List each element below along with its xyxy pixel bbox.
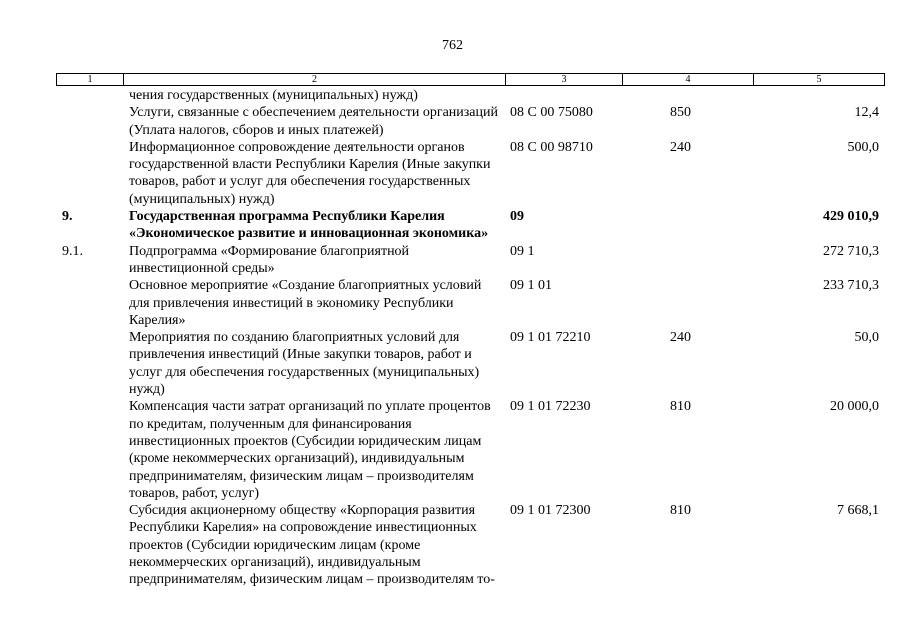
row-name: Компенсация части затрат организаций по уплате процентов по кредитам, полученным для финансирования инвестиционных проектов (Субсидии юридическим лицам (кроме некоммерческих организаций), индивидуальным предпринимателям, физическим лицам – производителям товаров, работ, услуг) <box>129 399 491 501</box>
row-expense-type: 810 <box>670 503 691 519</box>
row-number: 9.1. <box>62 243 83 259</box>
row-sum: 50,0 <box>854 330 879 346</box>
header-col-4: 4 <box>623 74 754 85</box>
table-row <box>0 502 905 588</box>
row-sum: 500,0 <box>847 139 879 155</box>
row-expense-type: 850 <box>670 105 691 121</box>
row-name: Государственная программа Республики Карелия «Экономическое развитие и инновационная экономика» <box>129 209 489 242</box>
header-col-2: 2 <box>124 74 506 85</box>
row-expense-type: 240 <box>670 330 691 346</box>
row-sum: 429 010,9 <box>823 209 879 225</box>
row-number: 9. <box>62 209 73 225</box>
table-row-program <box>0 208 905 243</box>
row-name: Субсидия акционерному обществу «Корпорация развития Республики Карелия» на сопровождение инвестиционных проектов (Субсидии юридическим лицам (кроме некоммерческих организаций), индивидуальным предпринимателям, физическим лицам – производителям то- <box>129 503 495 588</box>
table-body <box>0 87 905 589</box>
header-col-1: 1 <box>57 74 124 85</box>
row-code: 09 1 <box>510 243 535 259</box>
row-code: 09 1 01 <box>510 278 552 294</box>
header-col-3: 3 <box>506 74 623 85</box>
row-sum: 7 668,1 <box>837 503 879 519</box>
table-row <box>0 398 905 502</box>
row-name: Информационное сопровождение деятельности органов государственной власти Республики Карелия (Иные закупки товаров, работ и услуг для обеспечения государственных (муниципальных) нужд) <box>129 139 491 207</box>
row-code: 09 1 01 72230 <box>510 399 591 415</box>
table-row <box>0 277 905 329</box>
row-code: 08 С 00 75080 <box>510 105 593 121</box>
table-row <box>0 139 905 208</box>
table-row <box>0 87 905 104</box>
row-sum: 12,4 <box>854 105 879 121</box>
row-name: чения государственных (муниципальных) нужд) <box>129 88 418 103</box>
row-sum: 233 710,3 <box>823 278 879 294</box>
row-sum: 20 000,0 <box>830 399 879 415</box>
row-code: 09 <box>510 209 524 225</box>
row-sum: 272 710,3 <box>823 243 879 259</box>
table-header <box>56 73 885 86</box>
row-code: 09 1 01 72210 <box>510 330 591 346</box>
page-number: 762 <box>442 38 463 53</box>
row-expense-type: 810 <box>670 399 691 415</box>
table-row <box>0 243 905 278</box>
row-name: Услуги, связанные с обеспечением деятельности организаций (Уплата налогов, сборов и иных платежей) <box>129 105 498 138</box>
row-name: Основное мероприятие «Создание благоприятных условий для привлечения инвестиций в экономику Республики Карелия» <box>129 278 482 328</box>
row-expense-type: 240 <box>670 139 691 155</box>
row-name: Мероприятия по созданию благоприятных условий для привлечения инвестиций (Иные закупки товаров, работ и услуг для обеспечения государственных (муниципальных) нужд) <box>129 330 480 398</box>
header-col-5: 5 <box>816 74 822 85</box>
row-code: 08 С 00 98710 <box>510 139 593 155</box>
row-code: 09 1 01 72300 <box>510 503 591 519</box>
table-row <box>0 329 905 398</box>
row-name: Подпрограмма «Формирование благоприятной инвестиционной среды» <box>129 243 410 276</box>
table-row <box>0 104 905 139</box>
